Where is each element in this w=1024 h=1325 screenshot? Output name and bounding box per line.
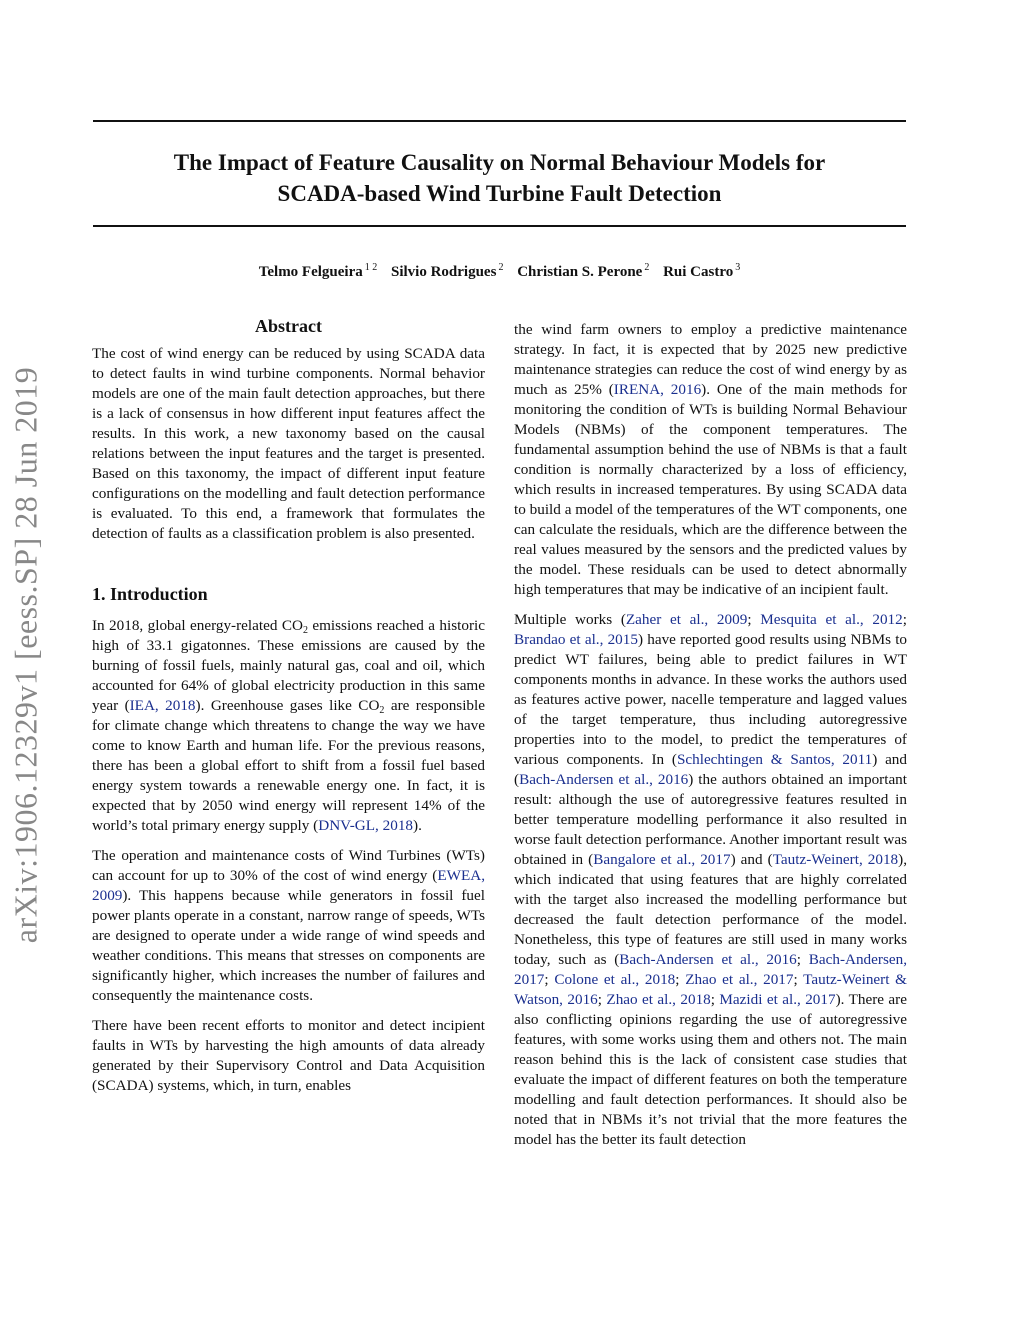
text-run: the wind farm owners to employ a predictive maintenance strategy. In fact, it is expected that by 2025 new predictive maintenance strategies can reduce the cost of wind energy by as much as 25% ( (514, 321, 907, 398)
text-run: ) and ( (514, 751, 907, 788)
citation-link[interactable]: Bangalore et al., 2017 (593, 851, 731, 868)
author-4 (663, 264, 740, 280)
arxiv-side-stamp: arXiv:1906.12329v1 [eess.SP] 28 Jun 2019 (7, 366, 44, 944)
intro-paragraph-3 (92, 1016, 485, 1096)
text-run: ; (902, 611, 907, 628)
abstract-heading: Abstract (255, 316, 322, 336)
author-1-affiliation: 1 2 (364, 262, 378, 273)
text-run: ) have reported good results using NBMs to predict WT failures, being able to predict failures in WT components months in advance. In these works the authors used as features active power, nacelle temperature and lagged values of the target temperature, thus including autoregressive properties into to the model, to predict the temperatures of various components. In ( (514, 631, 908, 768)
author-1 (259, 264, 378, 280)
citation-link[interactable]: Brandao et al., 2015 (514, 631, 638, 648)
text-run: ; (747, 611, 761, 628)
text-run: In 2018, global energy-related CO (92, 617, 303, 634)
right-paragraph-2 (514, 610, 907, 1150)
subscript: 2 (379, 705, 385, 716)
citation-link[interactable]: Tautz-Weinert & Watson, 2016 (514, 971, 907, 1008)
citation-link[interactable]: Schlechtingen & Santos, 2011 (676, 751, 873, 768)
author-2-name: Silvio Rodrigues (391, 264, 497, 280)
text-run: emissions reached a historic high of 33.1 gigatonnes. These emissions are caused by the burning of fossil fuels, mainly natural gas, coal and oil, which accounted for 64% of global electricity production in this same year ( (92, 617, 485, 714)
author-1-name: Telmo Felgueira (258, 264, 363, 280)
author-2 (391, 264, 503, 280)
text-run: ) the authors obtained an important result: although the use of autoregressive features resulted in better temperature modelling performance it also resulted in worse fault detection performance. Another important result was obtained in ( (514, 771, 907, 868)
paper-title (93, 147, 906, 209)
citation-link[interactable]: Zhao et al., 2017 (685, 971, 794, 988)
citation-link[interactable]: Tautz-Weinert, 2018 (772, 851, 899, 868)
title-line-2: SCADA-based Wind Turbine Fault Detection (277, 181, 722, 206)
citation-link[interactable]: Mesquita et al., 2012 (760, 611, 903, 628)
citation-link[interactable]: IEA, 2018 (129, 697, 196, 714)
title-top-rule (93, 120, 906, 122)
text-run: ). (413, 817, 422, 834)
citation-link[interactable]: Mazidi et al., 2017 (719, 991, 836, 1008)
author-4-name: Rui Castro (663, 264, 734, 280)
text-run: ), which indicated that using features that are highly correlated with the target also increased the modelling performance but decreased the fault detection performance of the model. Nonetheless, this type of features are still used in many works today, such as ( (514, 851, 907, 968)
citation-link[interactable]: Bach-Andersen et al., 2016 (619, 951, 797, 968)
text-run: ) and ( (730, 851, 773, 868)
subscript: 2 (302, 625, 308, 636)
author-3 (517, 264, 649, 280)
text-run: The operation and maintenance costs of Wind Turbines (WTs) can account for up to 30% of the cost of wind energy ( (92, 847, 485, 884)
citation-link[interactable]: Bach-Andersen et al., 2016 (519, 771, 689, 788)
title-bottom-rule (93, 225, 906, 227)
title-line-1: The Impact of Feature Causality on Normal Behaviour Models for (173, 150, 826, 175)
abstract-text: The cost of wind energy can be reduced by using SCADA data to detect faults in wind turbine components. Normal behavior models are one of the main fault detection approaches, but there is a lack of consensus in how different input features affect the results. In this work, a new taxonomy based on the causal relations between the input features and the target is presented. Based on this taxonomy, the impact of different input feature configurations on the modelling and fault detection performance is evaluated. To this end, a framework that formulates the detection of faults as a classification problem is also presented. (92, 345, 485, 542)
citation-link[interactable]: Bach-Andersen, 2017 (514, 951, 907, 988)
citation-link[interactable]: DNV-GL, 2018 (318, 817, 414, 834)
right-paragraph-1 (514, 320, 907, 600)
text-run: ; (675, 971, 686, 988)
citation-link[interactable]: Zhao et al., 2018 (606, 991, 711, 1008)
text-run: ; (597, 991, 607, 1008)
text-run: ; (544, 971, 555, 988)
citation-link[interactable]: IRENA, 2016 (613, 381, 702, 398)
text-run: ). There are also conflicting opinions regarding the use of autoregressive features, with some works using them and others not. The main reason behind this is the lack of consistent case studies that evaluate the impact of different features on both the temperature modelling and fault detection performances. It should also be noted that in NBMs it’s not trivial that the more features the model has the better its fault detection (514, 991, 907, 1148)
author-2-affiliation: 2 (498, 262, 504, 273)
left-column (92, 316, 485, 1106)
right-column (514, 320, 907, 1160)
citation-link[interactable]: EWEA, 2009 (92, 867, 485, 904)
author-3-name: Christian S. Perone (517, 264, 643, 280)
text-run: are responsible for climate change which threatens to change the way we have come to know Earth and human life. For the previous reasons, there has been a global effort to shift from a fossil fuel based energy system towards a renewable energy one. In fact, it is expected that by 2050 wind energy will represent 14% of the world’s total primary energy supply ( (92, 697, 485, 834)
text-run: ). Greenhouse gases like CO (195, 697, 380, 714)
intro-paragraph-2 (92, 846, 485, 1006)
author-4-affiliation: 3 (735, 262, 741, 273)
author-list (93, 262, 906, 281)
text-run: Multiple works ( (514, 611, 626, 628)
introduction-heading: 1. Introduction (92, 584, 208, 604)
text-run: ; (796, 951, 809, 968)
text-run: ; (710, 991, 720, 1008)
citation-link[interactable]: Zaher et al., 2009 (625, 611, 748, 628)
author-3-affiliation: 2 (644, 262, 650, 273)
text-run: ). This happens because while generators in fossil fuel power plants operate in a constant, narrow range of speeds, WTs are designed to operate under a wide range of wind speeds and weather conditions. This means that stresses on components are significantly higher, which increases the number of failures and consequently the maintenance costs. (92, 887, 485, 1004)
text-run: There have been recent efforts to monitor and detect incipient faults in WTs by harvesting the high amounts of data already generated by their Supervisory Control and Data Acquisition (SCADA) systems, which, in turn, enables (92, 1017, 485, 1094)
citation-link[interactable]: Colone et al., 2018 (554, 971, 676, 988)
intro-paragraph-1 (92, 616, 485, 836)
text-run: ; (793, 971, 804, 988)
text-run: ). One of the main methods for monitoring the condition of WTs is building Normal Behaviour Models (NBMs) of the component temperatures. The fundamental assumption behind the use of NBMs is that a fault condition is normally characterized by a loss of efficiency, which results in increased temperatures. By using SCADA data to build a model of the temperatures of the WT components, one can calculate the residuals, which are the difference between the real values measured by the sensors and the predicted values by the model. These residuals can be used to detect abnormally high temperatures that may be indicative of an incipient fault. (514, 381, 908, 598)
